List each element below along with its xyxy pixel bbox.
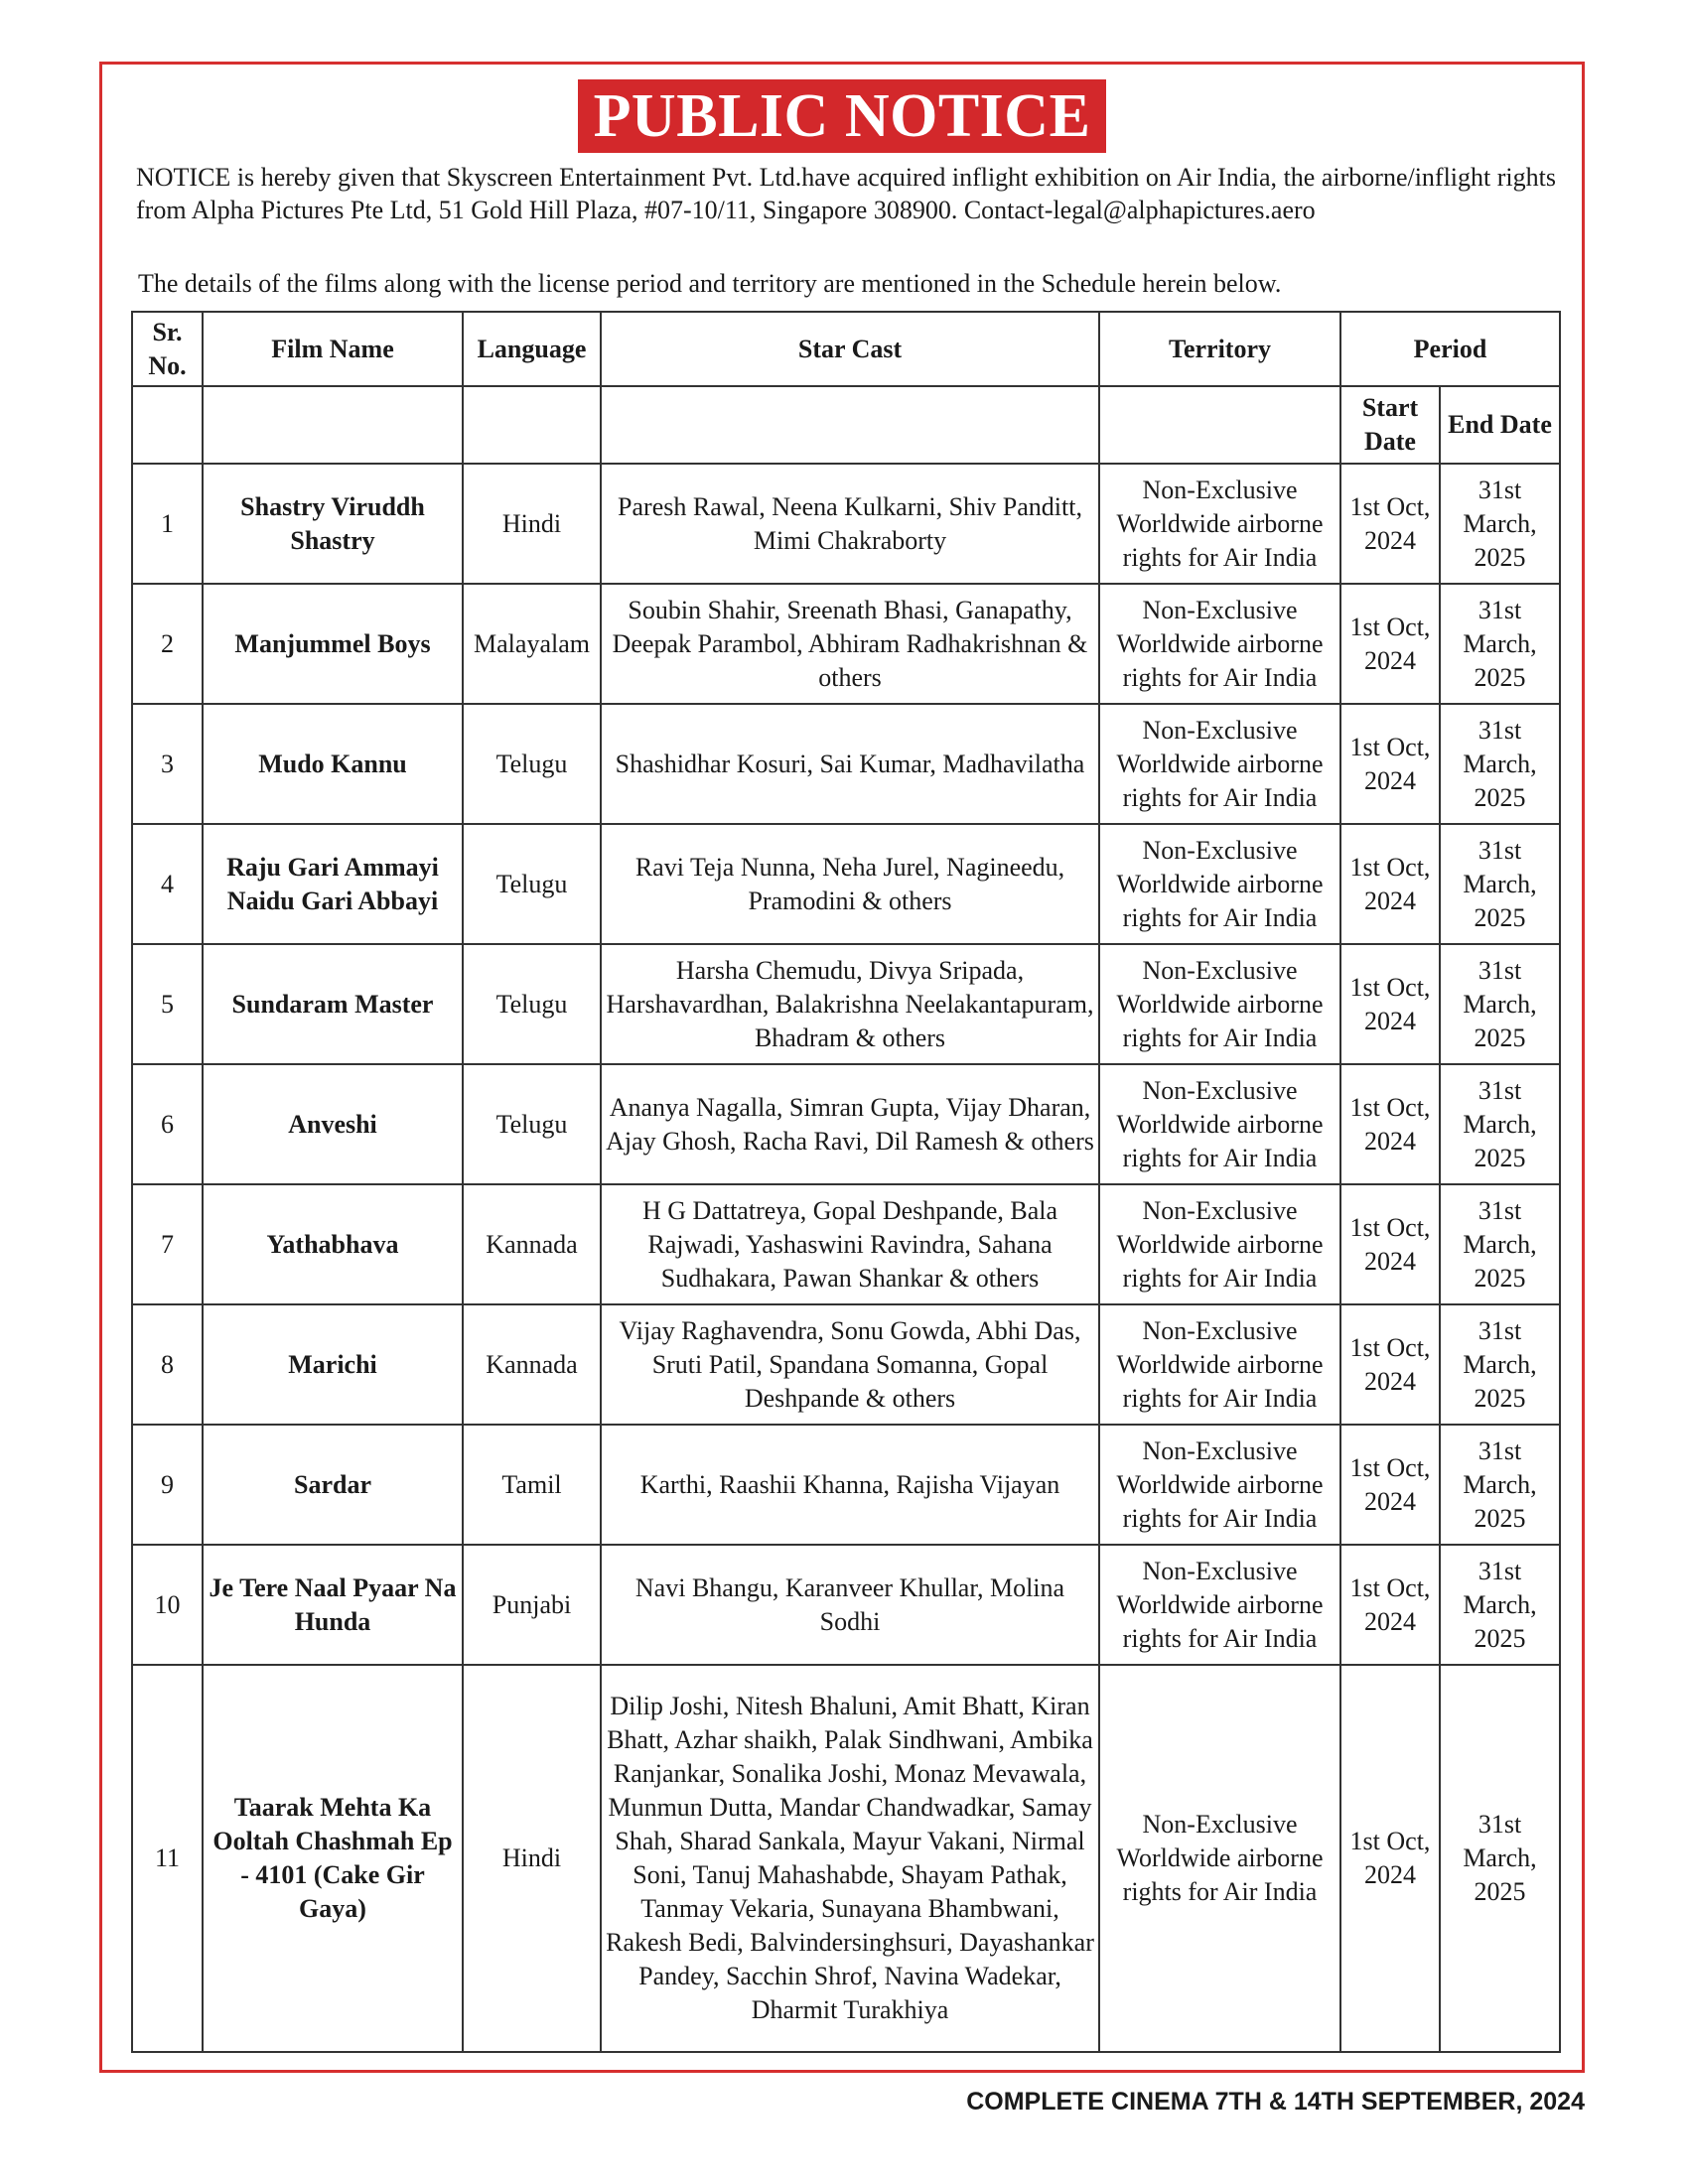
header-star-cast: Star Cast bbox=[601, 312, 1099, 386]
territory-cell: Non-Exclusive Worldwide airborne rights for Air India bbox=[1099, 1425, 1340, 1545]
territory-cell: Non-Exclusive Worldwide airborne rights for Air India bbox=[1099, 464, 1340, 584]
language-cell: Malayalam bbox=[463, 584, 601, 704]
sr-no-cell: 7 bbox=[132, 1184, 203, 1304]
end-date-cell: 31st March, 2025 bbox=[1440, 1545, 1560, 1665]
film-name-cell: Yathabhava bbox=[203, 1184, 463, 1304]
sr-no-cell: 4 bbox=[132, 824, 203, 944]
sr-no-cell: 3 bbox=[132, 704, 203, 824]
table-row bbox=[132, 704, 1560, 824]
end-date-cell: 31st March, 2025 bbox=[1440, 704, 1560, 824]
star-cast-cell: Karthi, Raashii Khanna, Rajisha Vijayan bbox=[601, 1425, 1099, 1545]
film-name-cell: Taarak Mehta Ka Ooltah Chashmah Ep - 4101 (Cake Gir Gaya) bbox=[203, 1665, 463, 2052]
header-territory: Territory bbox=[1099, 312, 1340, 386]
table-row bbox=[132, 464, 1560, 584]
start-date-cell: 1st Oct, 2024 bbox=[1340, 464, 1440, 584]
table-row bbox=[132, 1184, 1560, 1304]
territory-cell: Non-Exclusive Worldwide airborne rights for Air India bbox=[1099, 944, 1340, 1064]
table-row bbox=[132, 1304, 1560, 1425]
film-name-cell: Manjummel Boys bbox=[203, 584, 463, 704]
start-date-cell: 1st Oct, 2024 bbox=[1340, 1665, 1440, 2052]
end-date-cell: 31st March, 2025 bbox=[1440, 584, 1560, 704]
start-date-cell: 1st Oct, 2024 bbox=[1340, 944, 1440, 1064]
end-date-cell: 31st March, 2025 bbox=[1440, 944, 1560, 1064]
start-date-cell: 1st Oct, 2024 bbox=[1340, 704, 1440, 824]
film-name-cell: Shastry Viruddh Shastry bbox=[203, 464, 463, 584]
start-date-cell: 1st Oct, 2024 bbox=[1340, 824, 1440, 944]
table-row bbox=[132, 584, 1560, 704]
table-subheader-row bbox=[132, 386, 1560, 464]
sr-no-cell: 9 bbox=[132, 1425, 203, 1545]
star-cast-cell: Ravi Teja Nunna, Neha Jurel, Nagineedu, Pramodini & others bbox=[601, 824, 1099, 944]
header-start-date: Start Date bbox=[1340, 386, 1440, 464]
language-cell: Tamil bbox=[463, 1425, 601, 1545]
star-cast-cell: Soubin Shahir, Sreenath Bhasi, Ganapathy, Deepak Parambol, Abhiram Radhakrishnan & others bbox=[601, 584, 1099, 704]
table-row bbox=[132, 824, 1560, 944]
film-name-cell: Sundaram Master bbox=[203, 944, 463, 1064]
language-cell: Telugu bbox=[463, 704, 601, 824]
publication-footer: COMPLETE CINEMA 7TH & 14TH SEPTEMBER, 2024 bbox=[966, 2088, 1585, 2116]
star-cast-cell: Vijay Raghavendra, Sonu Gowda, Abhi Das, Sruti Patil, Spandana Somanna, Gopal Deshpande & others bbox=[601, 1304, 1099, 1425]
star-cast-cell: Dilip Joshi, Nitesh Bhaluni, Amit Bhatt, Kiran Bhatt, Azhar shaikh, Palak Sindhwani, Ambika Ranjankar, Sonalika Joshi, Monaz Mevawala, Munmun Dutta, Mandar Chandwadkar, Samay Shah, Sharad Sankala, Mayur Vakani, Nirmal Soni, Tanuj Mahashabde, Shayam Pathak, Tanmay Vekaria, Sunayana Bhambwani, Rakesh Bedi, Balvindersinghsuri, Dayashankar Pandey, Sacchin Shrof, Navina Wadekar, Dharmit Turakhiya bbox=[601, 1665, 1099, 2052]
empty-cell bbox=[601, 386, 1099, 464]
territory-cell: Non-Exclusive Worldwide airborne rights for Air India bbox=[1099, 704, 1340, 824]
header-sr-no: Sr. No. bbox=[132, 312, 203, 386]
film-name-cell: Raju Gari Ammayi Naidu Gari Abbayi bbox=[203, 824, 463, 944]
language-cell: Punjabi bbox=[463, 1545, 601, 1665]
table-row bbox=[132, 1425, 1560, 1545]
sr-no-cell: 2 bbox=[132, 584, 203, 704]
end-date-cell: 31st March, 2025 bbox=[1440, 1665, 1560, 2052]
language-cell: Hindi bbox=[463, 1665, 601, 2052]
language-cell: Telugu bbox=[463, 944, 601, 1064]
empty-cell bbox=[132, 386, 203, 464]
start-date-cell: 1st Oct, 2024 bbox=[1340, 1545, 1440, 1665]
header-end-date: End Date bbox=[1440, 386, 1560, 464]
header-language: Language bbox=[463, 312, 601, 386]
notice-title: PUBLIC NOTICE bbox=[578, 79, 1107, 153]
language-cell: Hindi bbox=[463, 464, 601, 584]
territory-cell: Non-Exclusive Worldwide airborne rights for Air India bbox=[1099, 1184, 1340, 1304]
film-name-cell: Sardar bbox=[203, 1425, 463, 1545]
table-row bbox=[132, 1064, 1560, 1184]
language-cell: Kannada bbox=[463, 1184, 601, 1304]
sr-no-cell: 11 bbox=[132, 1665, 203, 2052]
header-period: Period bbox=[1340, 312, 1560, 386]
start-date-cell: 1st Oct, 2024 bbox=[1340, 1184, 1440, 1304]
film-name-cell: Anveshi bbox=[203, 1064, 463, 1184]
star-cast-cell: Navi Bhangu, Karanveer Khullar, Molina Sodhi bbox=[601, 1545, 1099, 1665]
start-date-cell: 1st Oct, 2024 bbox=[1340, 1425, 1440, 1545]
notice-intro: NOTICE is hereby given that Skyscreen Entertainment Pvt. Ltd.have acquired inflight exhibition on Air India, the airborne/inflight rights from Alpha Pictures Pte Ltd, 51 Gold Hill Plaza, #07-10/11, Singapore 308900. Contact-legal@alphapictures.aero bbox=[136, 163, 1556, 224]
territory-cell: Non-Exclusive Worldwide airborne rights for Air India bbox=[1099, 1304, 1340, 1425]
empty-cell bbox=[203, 386, 463, 464]
table-row bbox=[132, 1545, 1560, 1665]
table-header-row bbox=[132, 312, 1560, 386]
language-cell: Telugu bbox=[463, 1064, 601, 1184]
territory-cell: Non-Exclusive Worldwide airborne rights for Air India bbox=[1099, 1545, 1340, 1665]
start-date-cell: 1st Oct, 2024 bbox=[1340, 584, 1440, 704]
territory-cell: Non-Exclusive Worldwide airborne rights for Air India bbox=[1099, 1665, 1340, 2052]
sr-no-cell: 1 bbox=[132, 464, 203, 584]
sr-no-cell: 8 bbox=[132, 1304, 203, 1425]
film-name-cell: Marichi bbox=[203, 1304, 463, 1425]
end-date-cell: 31st March, 2025 bbox=[1440, 1304, 1560, 1425]
header-film-name: Film Name bbox=[203, 312, 463, 386]
territory-cell: Non-Exclusive Worldwide airborne rights for Air India bbox=[1099, 1064, 1340, 1184]
notice-details: The details of the films along with the license period and territory are mentioned in the Schedule herein below. bbox=[138, 269, 1282, 298]
schedule-table bbox=[131, 311, 1561, 2053]
end-date-cell: 31st March, 2025 bbox=[1440, 824, 1560, 944]
start-date-cell: 1st Oct, 2024 bbox=[1340, 1304, 1440, 1425]
star-cast-cell: H G Dattatreya, Gopal Deshpande, Bala Rajwadi, Yashaswini Ravindra, Sahana Sudhakara, Pawan Shankar & others bbox=[601, 1184, 1099, 1304]
territory-cell: Non-Exclusive Worldwide airborne rights for Air India bbox=[1099, 824, 1340, 944]
star-cast-cell: Ananya Nagalla, Simran Gupta, Vijay Dharan, Ajay Ghosh, Racha Ravi, Dil Ramesh & others bbox=[601, 1064, 1099, 1184]
end-date-cell: 31st March, 2025 bbox=[1440, 1425, 1560, 1545]
empty-cell bbox=[463, 386, 601, 464]
language-cell: Telugu bbox=[463, 824, 601, 944]
film-name-cell: Mudo Kannu bbox=[203, 704, 463, 824]
end-date-cell: 31st March, 2025 bbox=[1440, 1064, 1560, 1184]
sr-no-cell: 6 bbox=[132, 1064, 203, 1184]
sr-no-cell: 10 bbox=[132, 1545, 203, 1665]
territory-cell: Non-Exclusive Worldwide airborne rights for Air India bbox=[1099, 584, 1340, 704]
sr-no-cell: 5 bbox=[132, 944, 203, 1064]
end-date-cell: 31st March, 2025 bbox=[1440, 464, 1560, 584]
table-row bbox=[132, 944, 1560, 1064]
language-cell: Kannada bbox=[463, 1304, 601, 1425]
empty-cell bbox=[1099, 386, 1340, 464]
star-cast-cell: Harsha Chemudu, Divya Sripada, Harshavardhan, Balakrishna Neelakantapuram, Bhadram & others bbox=[601, 944, 1099, 1064]
notice-border bbox=[99, 62, 1585, 2073]
star-cast-cell: Shashidhar Kosuri, Sai Kumar, Madhavilatha bbox=[601, 704, 1099, 824]
start-date-cell: 1st Oct, 2024 bbox=[1340, 1064, 1440, 1184]
table-row bbox=[132, 1665, 1560, 2052]
star-cast-cell: Paresh Rawal, Neena Kulkarni, Shiv Panditt, Mimi Chakraborty bbox=[601, 464, 1099, 584]
end-date-cell: 31st March, 2025 bbox=[1440, 1184, 1560, 1304]
film-name-cell: Je Tere Naal Pyaar Na Hunda bbox=[203, 1545, 463, 1665]
